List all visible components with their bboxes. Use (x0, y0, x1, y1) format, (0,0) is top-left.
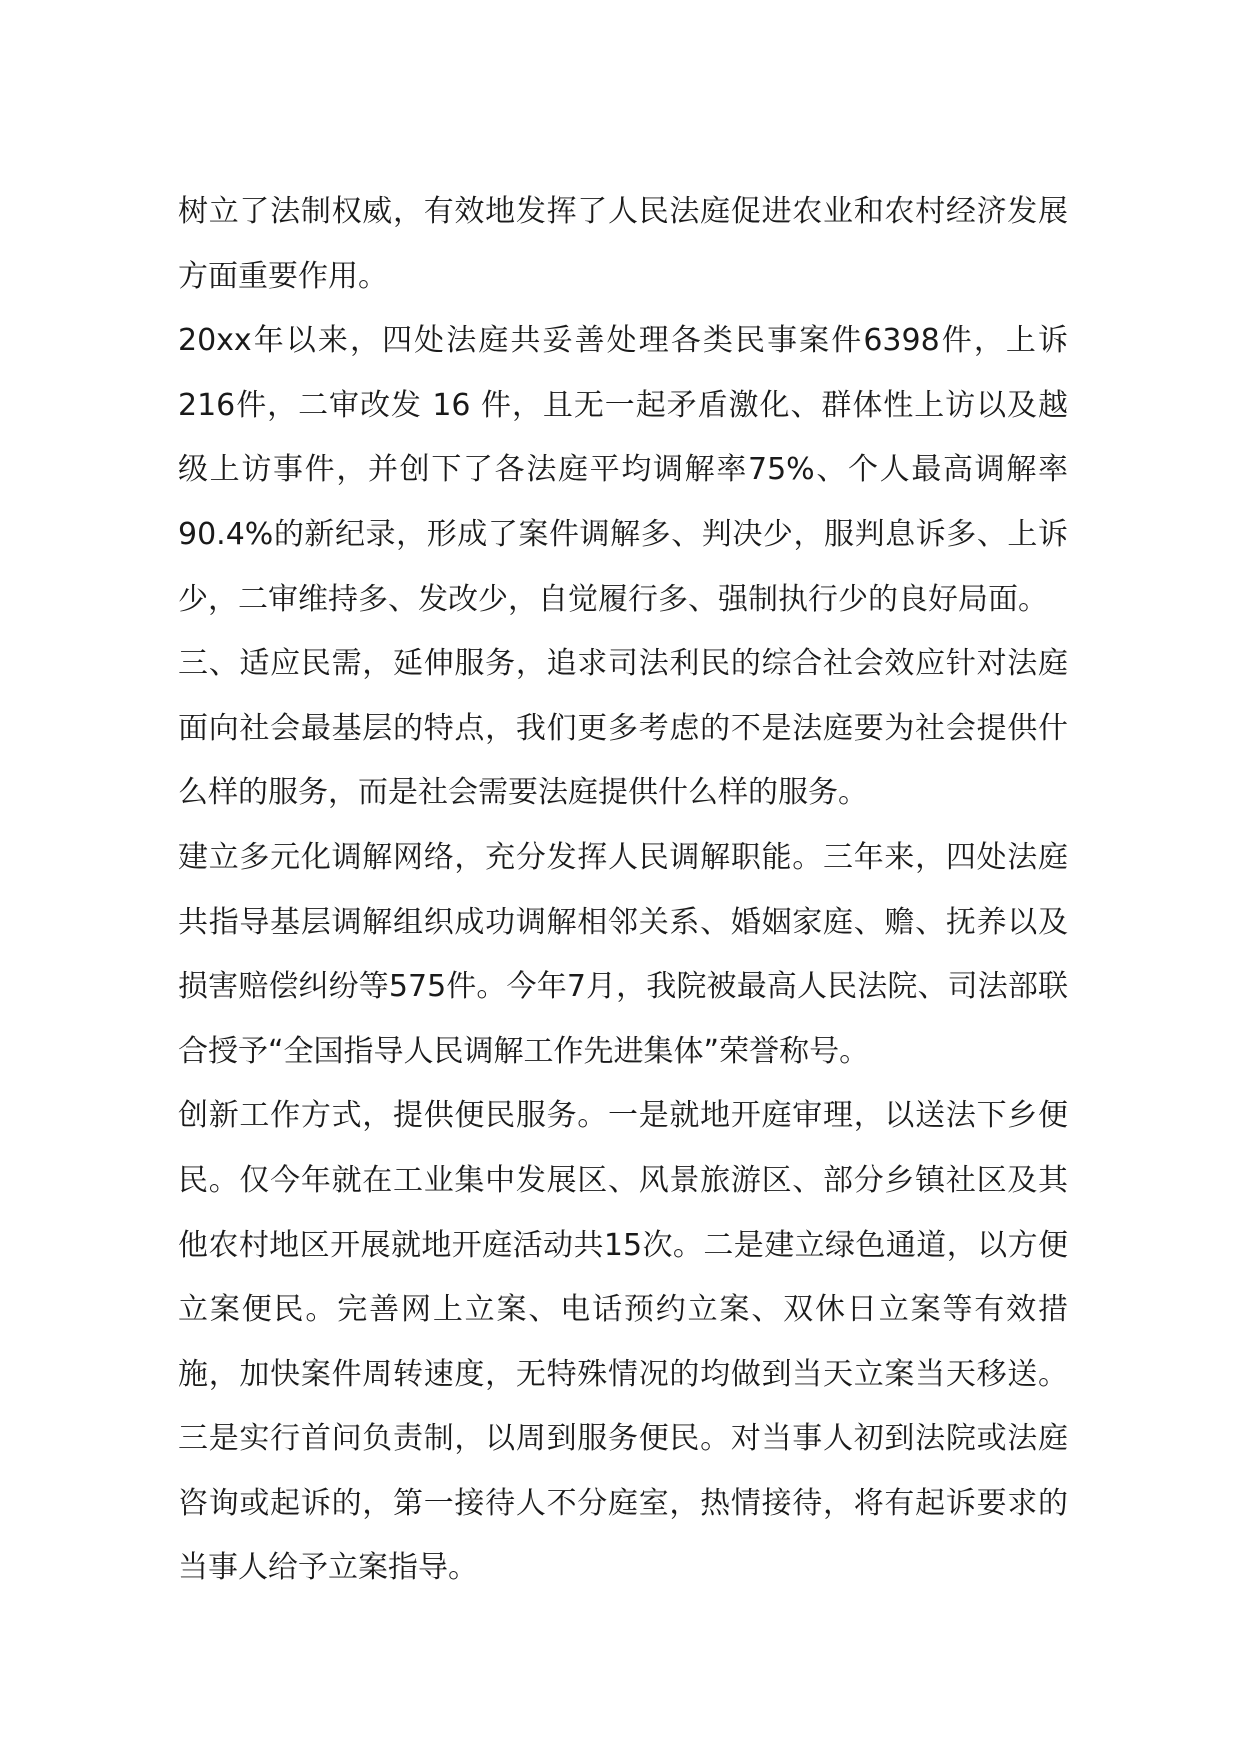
paragraph: 创新工作方式，提供便民服务。一是就地开庭审理，以送法下乡便民。仅今年就在工业集中发展区、风景旅游区、部分乡镇社区及其他农村地区开展就地开庭活动共15次。二是建立绿色通道，以方便立案便民。完善网上立案、电话预约立案、双休日立案等有效措施，加快案件周转速度，无特殊情况的均做到当天立案当天移送。三是实行首问负责制，以周到服务便民。对当事人初到法院或法庭咨询或起诉的，第一接待人不分庭室，热情接待，将有起诉要求的当事人给予立案指导。 (178, 1098, 1068, 1586)
paragraph: 20xx年以来，四处法庭共妥善处理各类民事案件6398件，上诉216件，二审改发 16 件，且无一起矛盾激化、群体性上访以及越级上访事件，并创下了各法庭平均调解率75%、个人最高调解率90.4%的新纪录，形成了案件调解多、判决少，服判息诉多、上诉少，二审维持多、发改少，自觉履行多、强制执行少的良好局面。 (178, 323, 1068, 617)
paragraph: 树立了法制权威，有效地发挥了人民法庭促进农业和农村经济发展方面重要作用。 (178, 194, 1068, 294)
paragraph: 建立多元化调解网络，充分发挥人民调解职能。三年来，四处法庭共指导基层调解组织成功调解相邻关系、婚姻家庭、赡、抚养以及损害赔偿纠纷等575件。今年7月，我院被最高人民法院、司法部联合授予“全国指导人民调解工作先进集体”荣誉称号。 (178, 839, 1068, 1069)
paragraph: 三、适应民需，延伸服务，追求司法利民的综合社会效应针对法庭面向社会最基层的特点，我们更多考虑的不是法庭要为社会提供什么样的服务，而是社会需要法庭提供什么样的服务。 (178, 646, 1068, 811)
document-body (178, 180, 1068, 1601)
